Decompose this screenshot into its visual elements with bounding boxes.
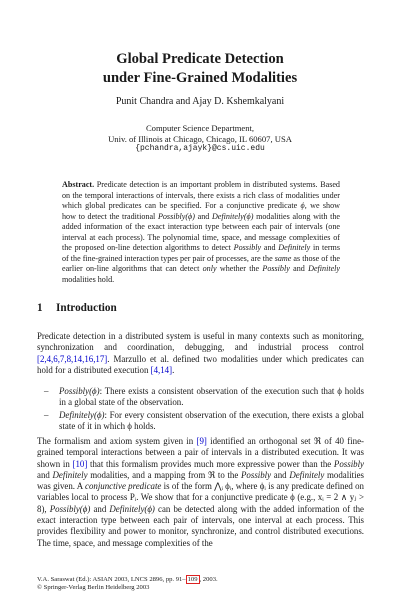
footer-citation [37, 576, 367, 584]
abstract-definitely: Definitely [278, 243, 311, 252]
citation-link[interactable]: [9] [196, 436, 207, 446]
abstract-text: Predicate detection is an important problem in distributed systems. Based on the temporal interactions of intervals, there exists a rich class of modalities under which global predicates can be specified. For a conjunctive predicate [62, 180, 340, 210]
abstract-phi: ϕ [300, 201, 305, 210]
abstract-text: as those of the earlier on-line algorithms that can detect [62, 253, 340, 273]
citation-link[interactable]: [2,4,6,7,8,14,16,17] [37, 353, 108, 364]
list-dash: – [44, 409, 49, 420]
section-title: Introduction [56, 302, 117, 314]
paragraph-text: and [271, 469, 290, 480]
abstract-label: Abstract. [62, 180, 95, 189]
intro-paragraph-2 [37, 436, 364, 549]
abstract-possibly: Possibly [233, 243, 262, 252]
paragraph-text: is of the form ⋀ᵢ ϕᵢ, where ϕᵢ is any predicate defined on variables local to process Pᵢ. We show that for a conjunctive predicate ϕ (e.g., xᵢ = 2 ∧ yⱼ > 8), [37, 481, 364, 514]
title-line-1: Global Predicate Detection [116, 51, 284, 67]
abstract-definitely-phi: Definitely(ϕ) [211, 211, 254, 221]
term-possibly: Possibly [241, 469, 272, 480]
intro-paragraph-1 [37, 331, 364, 376]
abstract-possibly-phi: Possibly(ϕ) [157, 211, 195, 221]
authors: Punit Chandra and Ajay D. Kshemkalyani [115, 96, 285, 107]
abstract-text: and [261, 243, 279, 252]
abstract-text: in terms of the fine-grained interaction types per pair of processes, are the [62, 243, 341, 263]
list-text: : There exists a consistent observation of the execution such that ϕ holds in a global state of the observation. [59, 386, 364, 408]
term-definitely: Definitely [289, 469, 325, 480]
paragraph-text: can be detected along with the added information of the exact interaction type between each pair of intervals, one interval at each process. This provides flexibility and power to monitor, synchronize, and control distributed executions. The time, space, and message complexities of the [37, 503, 364, 548]
title-line-2: under Fine-Grained Modalities [102, 70, 298, 86]
abstract-same: same [274, 253, 292, 263]
email: {pchandra,ajayk}@cs.uic.edu [135, 144, 265, 153]
abstract-text: and [194, 211, 212, 221]
footer-copyright: © Springer-Verlag Berlin Heidelberg 2003 [37, 584, 150, 592]
paragraph-text: that this formalism provides much more expressive power than the [87, 458, 334, 469]
abstract-text: , we show how to detect the traditional [62, 201, 340, 221]
list-text: : For every consistent observation of the execution, there exists a global state of it in which ϕ holds. [59, 409, 364, 431]
term-possibly-phi: Possibly(ϕ) [49, 503, 91, 514]
university: Univ. of Illinois at Chicago, Chicago, IL 60607, USA [108, 133, 292, 144]
paragraph-text: and [90, 503, 110, 514]
citation-link[interactable]: [4,14] [150, 364, 173, 375]
abstract-possibly: Possibly [262, 264, 290, 273]
paragraph-text: Predicate detection in a distributed system is useful in many contexts such as monitoring, synchronization and coordination, debugging, and industrial process control [37, 331, 364, 353]
modality-list [44, 386, 364, 433]
list-item [44, 410, 364, 433]
affiliation [0, 123, 400, 155]
term-definitely-phi: Definitely(ϕ) [109, 503, 155, 514]
section-heading [37, 302, 367, 314]
list-term: Definitely(ϕ) [59, 409, 105, 420]
term-conjunctive-predicate: conjunctive predicate [85, 481, 162, 492]
abstract [62, 180, 340, 285]
paragraph-text: modalities was given. A [37, 469, 364, 492]
term-possibly: Possibly [333, 458, 364, 469]
department: Computer Science Department, [145, 123, 255, 133]
term-definitely: Definitely [52, 469, 88, 480]
copyright-footer [37, 576, 367, 592]
abstract-text: modalities along with the added information of the exact interaction type between each pair of intervals (one interval at each process). The polynomial time, space, and message complexities of the proposed on-line detection algorithms to detect [62, 211, 340, 252]
paragraph-text: and [37, 469, 53, 480]
paragraph-text: identified an orthogonal set ℜ of 40 fine-grained temporal interactions between a pair of intervals in a distributed execution. It was shown in [37, 436, 364, 469]
paragraph-text: modalities, and a mapping from ℜ to the [87, 469, 242, 480]
paragraph-text: . [172, 364, 175, 375]
section-number: 1 [37, 302, 43, 314]
abstract-text: modalities hold. [62, 274, 115, 284]
footer-text: V.A. Saraswat (Ed.): ASIAN 2003, LNCS 2896, pp. 91– [37, 576, 186, 583]
paragraph-text: The formalism and axiom system given in [37, 436, 197, 446]
citation-link[interactable]: [10] [72, 458, 88, 469]
page-link[interactable]: 109 [187, 576, 198, 583]
footer-text: , 2003. [199, 576, 218, 583]
abstract-text: and [289, 264, 309, 273]
paper-title [0, 50, 400, 88]
list-dash: – [44, 386, 49, 396]
abstract-definitely: Definitely [308, 264, 341, 273]
list-term: Possibly(ϕ) [59, 386, 100, 396]
list-item [44, 386, 364, 409]
abstract-only: only [202, 264, 217, 273]
abstract-text: whether the [216, 264, 263, 273]
paragraph-text: . Marzullo et al. defined two modalities under which predicates can hold for a distributed execution [37, 353, 364, 375]
